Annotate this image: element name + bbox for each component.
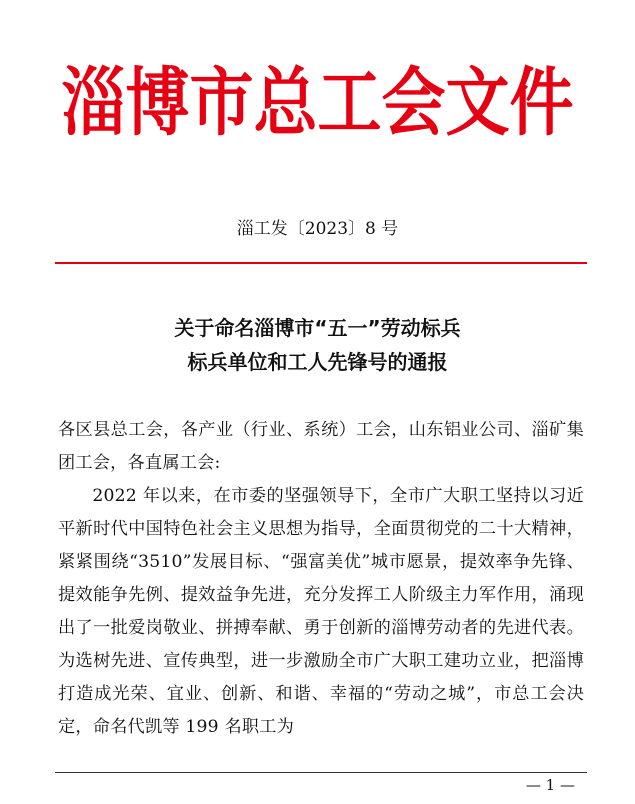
red-divider-rule <box>55 262 587 264</box>
document-title-line-2: 标兵单位和工人先锋号的通报 <box>187 350 448 374</box>
footer-rule <box>55 772 587 773</box>
body-paragraph: 2022 年以来，在市委的坚强领导下，全市广大职工坚持以习近平新时代中国特色社会主义思想为指导，全面贯彻党的二十大精神，紧紧围绕“3510”发展目标、“强富美优”城市愿景，提效率争先锋、提效能争先例、提效益争先进，充分发挥工人阶级主力军作用，涌现出了一批爱岗敬业、拼搏奉献、勇于创新的淄博劳动者的先进代表。为选树先进、宣传典型，进一步激励全市广大职工建功立业，把淄博打造成光荣、宜业、创新、和谐、幸福的“劳动之城”，市总工会决定，命名代凯等 199 名职工为 <box>58 486 584 737</box>
addressee: 各区县总工会，各产业（行业、系统）工会，山东铝业公司、淄矿集团工会，各直属工会: <box>58 420 584 473</box>
document-header-title: 淄博市总工会文件 <box>61 61 574 147</box>
page-number: — 1 — <box>525 776 575 794</box>
document-number: 淄工发〔2023〕8 号 <box>236 219 399 239</box>
document-title-line-1: 关于命名淄博市“五一”劳动标兵 <box>174 316 461 340</box>
